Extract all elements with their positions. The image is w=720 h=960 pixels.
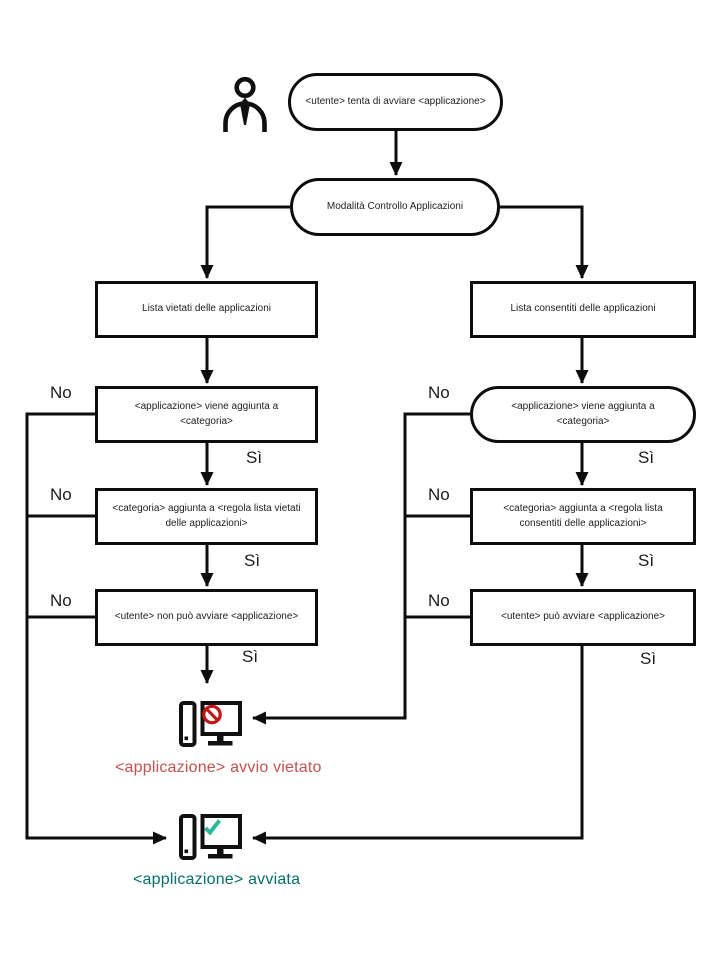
arrow-mode-to-allowlist: [500, 207, 582, 278]
label-yes-deny-1: Sì: [246, 448, 263, 467]
node-control-mode-label: Modalità Controllo Applicazioni: [326, 200, 464, 212]
node-allow-category-check: [470, 488, 696, 545]
user-icon: [222, 76, 268, 132]
node-denylist: [95, 281, 318, 338]
node-start-label: <utente> tenta di avviare <applicazione>: [305, 95, 486, 107]
node-allow-result: [470, 589, 696, 646]
connector-group: [27, 131, 582, 838]
node-allow-category-check-label: <categoria> aggiunta a <regola lista consentiti delle applicazioni>: [503, 503, 663, 529]
node-deny-result: [95, 589, 318, 646]
label-no-deny-1: No: [50, 383, 72, 402]
label-yes-deny-3: Sì: [242, 647, 259, 666]
node-allowlist: [470, 281, 696, 338]
node-allow-app-check-label: <applicazione> viene aggiunta a <categoria>: [511, 401, 655, 427]
node-deny-category-check-label: <categoria> aggiunta a <regola lista vietati delle applicazioni>: [112, 503, 301, 529]
label-yes-allow-3: Sì: [640, 649, 657, 668]
label-no-deny-2: No: [50, 485, 72, 504]
arrow-allow-yes-3-to-started: [253, 645, 582, 838]
node-deny-app-check-label: <applicazione> viene aggiunta a <categoria>: [134, 401, 279, 427]
computer-started-icon: [179, 814, 242, 860]
label-no-allow-2: No: [428, 485, 450, 504]
node-start: [288, 73, 503, 131]
arrow-mode-to-denylist: [207, 207, 290, 278]
computer-blocked-icon: [179, 701, 242, 747]
node-deny-result-label: <utente> non può avviare <applicazione>: [114, 611, 299, 623]
outcome-started-label: <applicazione> avviata: [133, 871, 301, 888]
node-deny-app-check: [95, 386, 318, 443]
outcome-blocked-label: <applicazione> avvio vietato: [115, 759, 322, 776]
label-no-allow-1: No: [428, 383, 450, 402]
node-allowlist-label: Lista consentiti delle applicazioni: [510, 303, 656, 315]
node-deny-category-check: [95, 488, 318, 545]
node-allow-result-label: <utente> può avviare <applicazione>: [500, 611, 665, 623]
label-yes-deny-2: Sì: [244, 551, 261, 570]
label-yes-allow-2: Sì: [638, 551, 655, 570]
label-no-allow-3: No: [428, 591, 450, 610]
allow-no-trunk-to-blocked: [253, 414, 470, 718]
node-control-mode: [290, 178, 500, 236]
label-no-deny-3: No: [50, 591, 72, 610]
node-denylist-label: Lista vietati delle applicazioni: [142, 303, 271, 315]
node-allow-app-check: [470, 386, 696, 443]
label-yes-allow-1: Sì: [638, 448, 655, 467]
